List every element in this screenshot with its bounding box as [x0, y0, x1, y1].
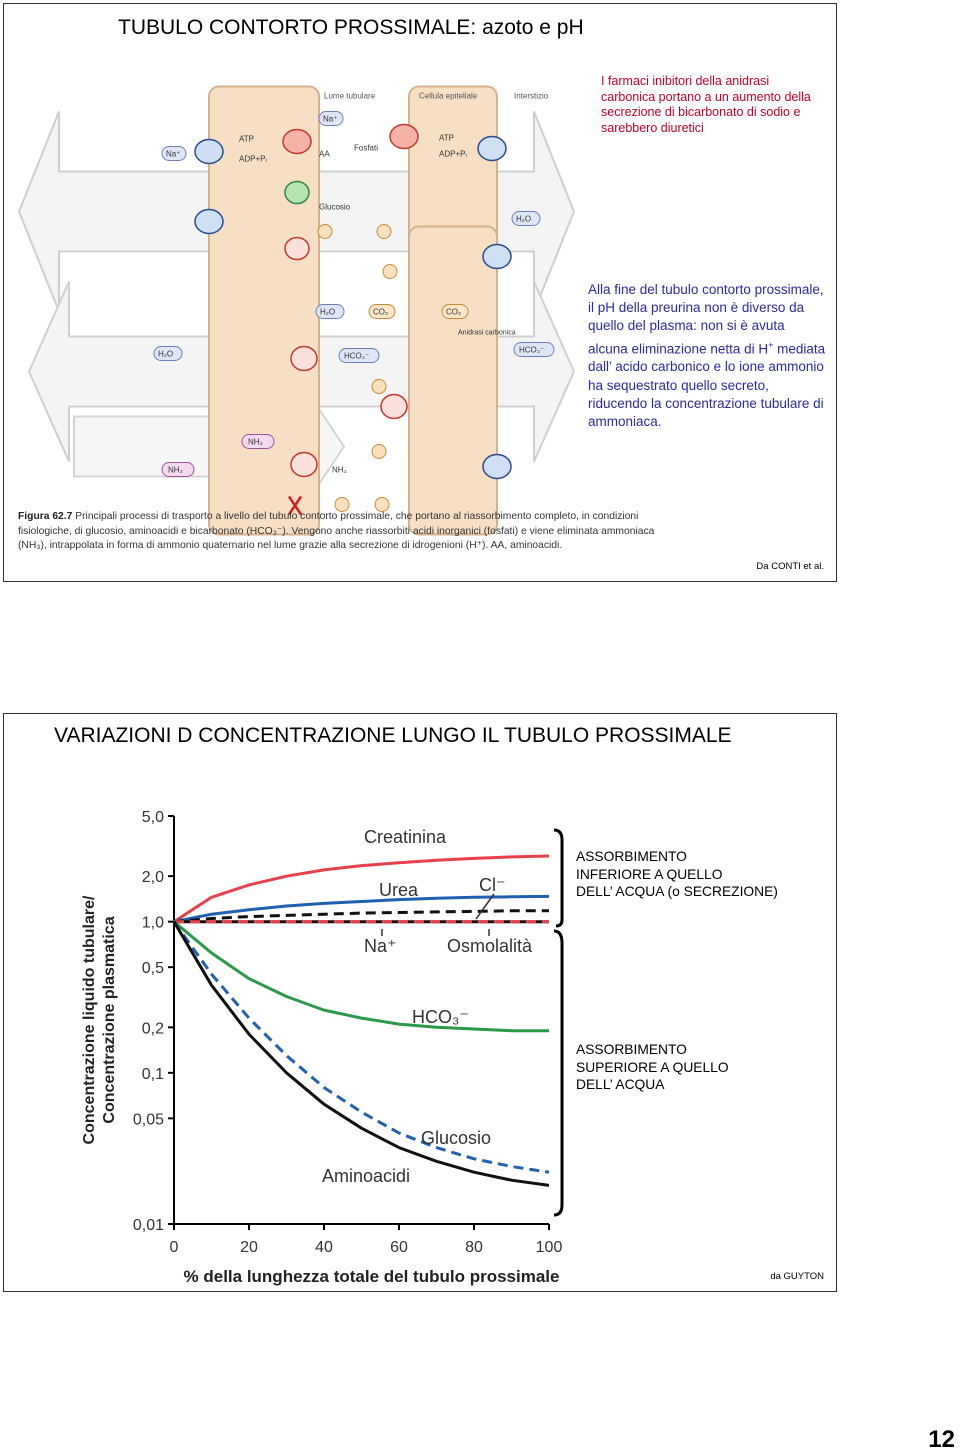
svg-text:ATP: ATP	[239, 134, 254, 144]
page-number: 12	[928, 1426, 955, 1453]
svg-text:ATP: ATP	[439, 133, 454, 143]
label-absorption-higher: ASSORBIMENTO SUPERIORE A QUELLO DELL’ ACQUA	[576, 1042, 729, 1092]
series-label: Na⁺	[364, 936, 397, 956]
slide-title: TUBULO CONTORTO PROSSIMALE: azoto e pH	[118, 16, 584, 39]
svg-text:HCO₃⁻: HCO₃⁻	[519, 345, 545, 355]
series-line	[174, 922, 549, 1172]
note-end-of-tubule: Alla fine del tubulo contorto prossimale, il pH della preurina non è diverso da quello del plasma: non si è avuta alcuna eliminazione netta di H+ mediata dall’ acido carbonico e lo ione ammonio ha sequestrato quello secreto, riducendo la concentrazione tubulare di ammoniaca.	[588, 282, 826, 429]
label-interstitium: Interstizio	[514, 91, 549, 101]
bracket-bottom	[552, 929, 572, 1219]
svg-text:H₂O: H₂O	[516, 214, 532, 224]
x-tick-label: 100	[535, 1239, 563, 1256]
svg-text:H₂O: H₂O	[158, 349, 174, 359]
source-credit: da GUYTON	[770, 1271, 824, 1282]
svg-text:CO₂: CO₂	[446, 307, 462, 317]
svg-text:Na⁺: Na⁺	[166, 149, 181, 159]
svg-text:Glucosio: Glucosio	[319, 202, 351, 212]
bracket-top	[552, 828, 572, 928]
slide-proximal-tubule-nitrogen-ph	[3, 3, 837, 582]
x-tick-label: 20	[240, 1239, 258, 1256]
x-tick-label: 80	[465, 1239, 483, 1256]
series-label: Cl⁻	[479, 875, 506, 895]
y-tick-label: 2,0	[141, 869, 164, 887]
y-tick-label: 0,2	[141, 1020, 164, 1038]
series-label: Aminoacidi	[322, 1166, 411, 1186]
series-label: Urea	[379, 880, 419, 900]
svg-text:NH₃: NH₃	[168, 465, 183, 475]
svg-text:NH₃: NH₃	[332, 465, 347, 475]
svg-text:AA: AA	[319, 149, 330, 159]
label-absorption-lower: ASSORBIMENTO INFERIORE A QUELLO DELL’ ACQUA (o SECREZIONE)	[576, 849, 778, 899]
series-label: Creatinina	[364, 827, 447, 847]
y-tick-label: 1,0	[141, 914, 164, 932]
x-axis-label: % della lunghezza totale del tubulo prossimale	[183, 1267, 560, 1286]
y-tick-label: 0,5	[141, 960, 164, 978]
svg-text:ADP+Pᵢ: ADP+Pᵢ	[239, 154, 267, 164]
label-cell: Cellula epiteliale	[419, 91, 478, 101]
svg-text:ADP+Pᵢ: ADP+Pᵢ	[439, 149, 467, 159]
y-tick-label: 0,1	[141, 1065, 164, 1083]
svg-text:Anidrasi carbonica: Anidrasi carbonica	[458, 329, 516, 337]
svg-text:CO₂: CO₂	[373, 307, 389, 317]
y-axis-label-2: Concentrazione plasmatica	[101, 916, 118, 1124]
y-tick-label: 0,01	[132, 1217, 164, 1234]
x-tick-label: 0	[169, 1239, 179, 1256]
svg-text:Na⁺: Na⁺	[323, 114, 338, 124]
series-label: Osmolalità	[447, 936, 533, 956]
svg-text:NH₃: NH₃	[248, 437, 263, 447]
svg-text:HCO₃⁻: HCO₃⁻	[344, 351, 370, 361]
note-carbonic-anhydrase: I farmaci inibitori della anidrasi carbonica portano a un aumento della secrezione di bicarbonato di sodio e sarebbero diuretici	[601, 74, 811, 135]
x-tick-label: 40	[315, 1239, 333, 1256]
series-line	[174, 922, 549, 1186]
y-tick-label: 0,05	[132, 1111, 164, 1129]
label-lumen: Lume tubulare	[324, 91, 376, 101]
y-tick-label: 5,0	[141, 809, 164, 826]
series-label: Glucosio	[421, 1128, 492, 1148]
slide-concentration-variation	[3, 713, 837, 1292]
series-label: HCO₃⁻	[412, 1007, 469, 1027]
svg-text:H₂O: H₂O	[320, 307, 336, 317]
svg-text:Fosfati: Fosfati	[354, 143, 379, 153]
figure-caption: Figura 62.7 Principali processi di trasporto a livello del tubulo contorto prossimale, che portano al riassorbimento completo, in condizioni fisiologiche, di glucosio, aminoacidi e bicarbonato (HCO₃⁻). Vengono anche riassorbiti acidi inorganici (fosfati) e viene eliminata ammoniaca (NH₃), intrappolata in forma di ammonio quaternario nel lume grazie alla secrezione di idrogenioni (H⁺). AA, aminoacidi.	[18, 511, 655, 551]
slide-title: VARIAZIONI D CONCENTRAZIONE LUNGO IL TUBULO PROSSIMALE	[54, 724, 732, 747]
epithelial-cell-right-lower	[409, 227, 497, 535]
source-credit: Da CONTI et al.	[756, 561, 824, 572]
x-tick-label: 60	[390, 1239, 408, 1256]
y-axis-label: Concentrazione liquido tubulare/	[81, 895, 98, 1145]
